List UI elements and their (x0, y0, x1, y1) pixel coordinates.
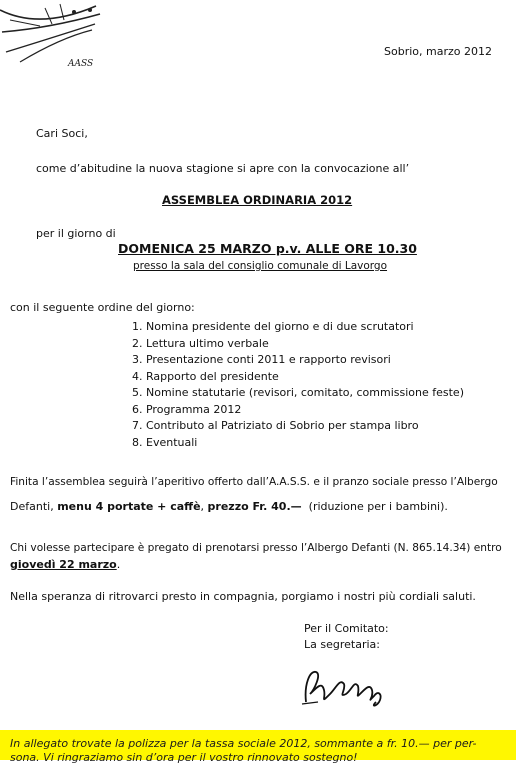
day-intro: per il giorno di (36, 227, 116, 240)
intro-text: come d’abitudine la nuova stagione si apre con la convocazione all’ (36, 162, 410, 175)
lunch-info-line2 (10, 500, 448, 513)
registration-line2 (10, 558, 120, 571)
attachment-note-line1: In allegato trovate la polizza per la tassa sociale 2012, sommante a fr. 10.— per per- (10, 737, 477, 750)
agenda-item: 3. Presentazione conti 2011 e rapporto revisori (132, 353, 391, 366)
logo-mark: AASS (68, 59, 94, 69)
agenda-item: 6. Programma 2012 (132, 402, 242, 416)
price-text: prezzo Fr. 40.— (207, 500, 302, 513)
lunch-info-end: (riduzione per i bambini). (301, 500, 448, 513)
registration-deadline: giovedì 22 marzo (10, 558, 117, 571)
agenda-item: 7. Contributo al Patriziato di Sobrio per stampa libro (132, 419, 419, 432)
menu-separator: , (200, 500, 208, 513)
attachment-note (0, 730, 516, 764)
registration-line1: Chi volesse partecipare è pregato di prenotarsi presso l’Albergo Defanti (N. 865.14.34) entro (10, 542, 502, 554)
agenda-item: 5. Nomine statutarie (revisori, comitato, commissione feste) (132, 386, 464, 399)
menu-text: menu 4 portate + caffè (57, 500, 201, 513)
assembly-date-time: DOMENICA 25 MARZO p.v. ALLE ORE 10.30 (118, 241, 417, 256)
secretary-label: La segretaria: (304, 638, 380, 651)
agenda-list (132, 319, 464, 451)
association-logo (0, 0, 120, 81)
agenda-item: 2. Lettura ultimo verbale (132, 336, 269, 350)
assembly-title: ASSEMBLEA ORDINARIA 2012 (162, 193, 353, 207)
lunch-info-line1: Finita l’assemblea seguirà l’aperitivo offerto dall’A.A.S.S. e il pranzo sociale presso l’Albergo (10, 476, 498, 488)
agenda-item: 4. Rapporto del presidente (132, 369, 279, 383)
greeting: Cari Soci, (36, 127, 88, 140)
lunch-info-start: Defanti, (10, 500, 58, 513)
registration-deadline-end: . (116, 558, 121, 571)
handwritten-signature (300, 664, 400, 715)
committee-label: Per il Comitato: (304, 622, 389, 635)
agenda-item: 1. Nomina presidente del giorno e di due scrutatori (132, 320, 414, 333)
date-line: Sobrio, marzo 2012 (384, 45, 492, 58)
closing-text: Nella speranza di ritrovarci presto in compagnia, porgiamo i nostri più cordiali saluti. (10, 590, 476, 603)
assembly-venue: presso la sala del consiglio comunale di Lavorgo (133, 260, 388, 272)
agenda-intro: con il seguente ordine del giorno: (10, 301, 195, 314)
attachment-note-line2: sona. Vi ringraziamo sin d’ora per il vostro rinnovato sostegno! (10, 751, 358, 764)
agenda-item: 8. Eventuali (132, 435, 198, 449)
